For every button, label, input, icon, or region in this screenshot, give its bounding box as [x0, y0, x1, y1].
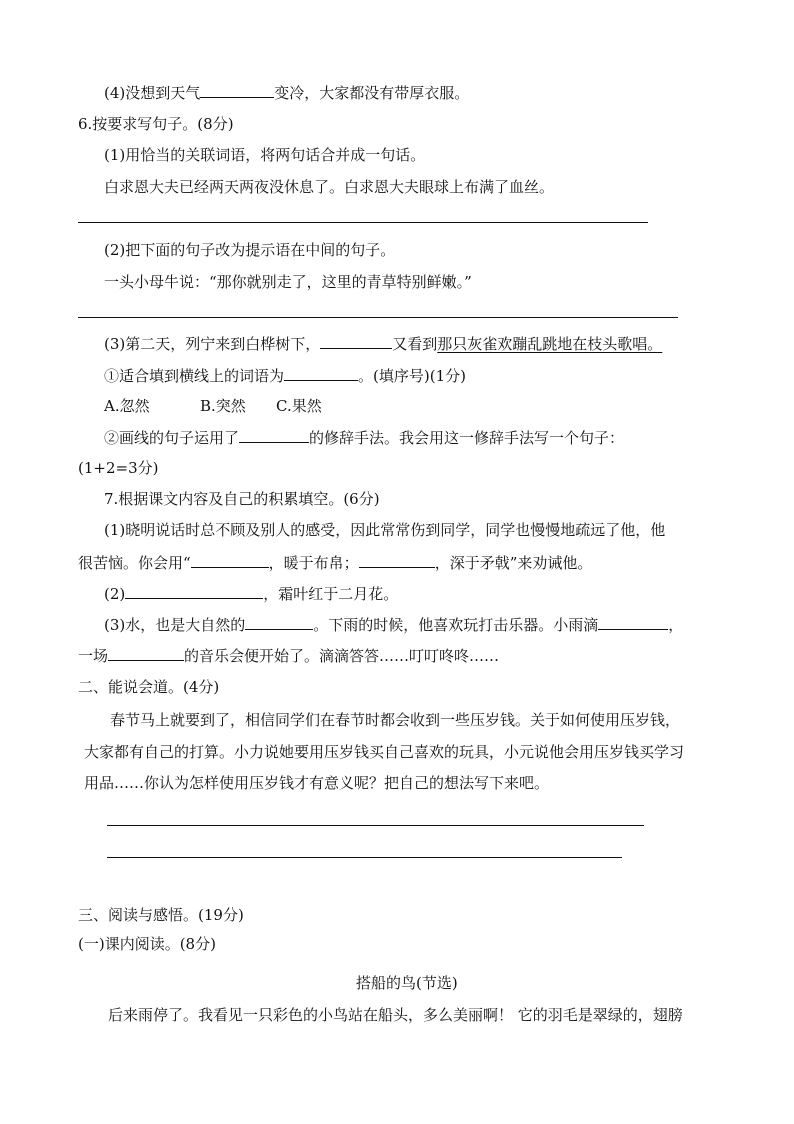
q6-q1-text-b: 。(填序号)(1分): [358, 367, 466, 385]
q6-part1-sentence: 白求恩大夫已经两天两夜没休息了。白求恩大夫眼球上布满了血丝。: [104, 178, 555, 196]
q6-part2-instruction: (2)把下面的句子改为提示语在中间的句子。: [104, 241, 396, 259]
answer-line[interactable]: [78, 222, 648, 223]
q5-item4: [104, 82, 469, 103]
q6-title: 6.按要求写句子。(8分): [78, 115, 234, 133]
passage-title: 搭船的鸟(节选): [356, 974, 458, 992]
q7-part3-line1: [104, 614, 683, 635]
q6-part2-sentence: 一头小母牛说：“那你就别走了，这里的青草特别鲜嫩。”: [104, 273, 472, 291]
q7-part1-line1: (1)晓明说话时总不顾及别人的感受，因此常常伤到同学，同学也慢慢地疏远了他，他: [104, 521, 666, 539]
q7-p3-text-c: ，: [668, 616, 684, 634]
q7-p3-text-e: 的音乐会便开始了。滴滴答答……叮叮咚咚……: [184, 647, 500, 665]
q7-part2: [104, 583, 398, 604]
answer-line[interactable]: [107, 857, 622, 858]
q6-part3-question1: [104, 365, 466, 386]
section2-paragraph-line1: 春节马上就要到了，相信同学们在春节时都会收到一些压岁钱。关于如何使用压岁钱，: [110, 711, 681, 729]
q7-p1-text-b: ，暖于布帛；: [268, 554, 359, 572]
q7-p3-text-a: (3)水，也是大自然的: [104, 616, 246, 634]
answer-blank[interactable]: [191, 552, 269, 568]
section2-title: 二、能说会道。(4分): [78, 678, 220, 696]
q7-p1-text-a: 很苦恼。你会用“: [78, 554, 191, 572]
section3-subsection1: (一)课内阅读。(8分): [78, 935, 216, 953]
answer-blank[interactable]: [320, 333, 392, 349]
q6-part3: [104, 333, 662, 354]
q7-p2-text-a: (2): [104, 585, 126, 603]
answer-line[interactable]: [107, 825, 644, 826]
passage-line1: 后来雨停了。我看见一只彩色的小鸟站在船头，多么美丽啊！ 它的羽毛是翠绿的，翅膀: [108, 1006, 683, 1024]
q6-underlined-sentence: 那只灰雀欢蹦乱跳地在枝头歌唱。: [437, 335, 663, 353]
q7-p1-text-c: ，深于矛戟”来劝诫他。: [434, 554, 593, 572]
answer-blank[interactable]: [245, 614, 313, 630]
section2-paragraph-line3: 用品……你认为怎样使用压岁钱才有意义呢？把自己的想法写下来吧。: [84, 774, 550, 792]
section2-paragraph-line2: 大家都有自己的打算。小力说她要用压岁钱买自己喜欢的玩具，小元说他会用压岁钱买学习: [84, 743, 685, 761]
option-b[interactable]: B.突然: [200, 397, 246, 415]
q6-q1-text-a: ①适合填到横线上的词语为: [104, 367, 285, 385]
q6-options: [104, 396, 322, 416]
q7-p3-text-b: 。下雨的时候，他喜欢玩打击乐器。小雨滴: [313, 616, 599, 634]
answer-blank[interactable]: [598, 614, 668, 630]
answer-blank[interactable]: [108, 645, 184, 661]
q7-title: 7.根据课文内容及自己的积累填空。(6分): [104, 490, 380, 508]
q6-q2-text-b: 的修辞手法。我会用这一修辞手法写一个句子：: [309, 429, 625, 447]
answer-blank[interactable]: [125, 583, 263, 599]
q6-part3-text-a: (3)第二天，列宁来到白桦树下，: [104, 335, 321, 353]
q6-part3-question2: [104, 427, 624, 448]
q7-part1-line2: [78, 552, 592, 573]
option-c[interactable]: C.果然: [276, 397, 322, 415]
answer-blank[interactable]: [359, 552, 435, 568]
answer-line[interactable]: [78, 317, 678, 318]
q5-item4-text-a: (4)没想到天气: [104, 84, 201, 102]
option-a[interactable]: A.忽然: [104, 397, 150, 415]
q5-item4-text-b: 变冷，大家都没有带厚衣服。: [274, 84, 470, 102]
q6-q2-text-a: ②画线的句子运用了: [104, 429, 240, 447]
section3-title: 三、阅读与感悟。(19分): [78, 906, 244, 924]
answer-blank[interactable]: [200, 82, 274, 98]
q7-part3-line2: [78, 645, 499, 666]
q6-part3-text-b: 又看到: [392, 335, 438, 353]
q7-p2-text-b: ，霜叶红于二月花。: [263, 585, 399, 603]
q6-part1-instruction: (1)用恰当的关联词语，将两句话合并成一句话。: [104, 146, 426, 164]
answer-blank[interactable]: [239, 427, 309, 443]
q7-p3-text-d: 一场: [78, 647, 109, 665]
answer-blank[interactable]: [284, 365, 358, 381]
q6-q2-score: (1+2=3分): [78, 459, 159, 477]
